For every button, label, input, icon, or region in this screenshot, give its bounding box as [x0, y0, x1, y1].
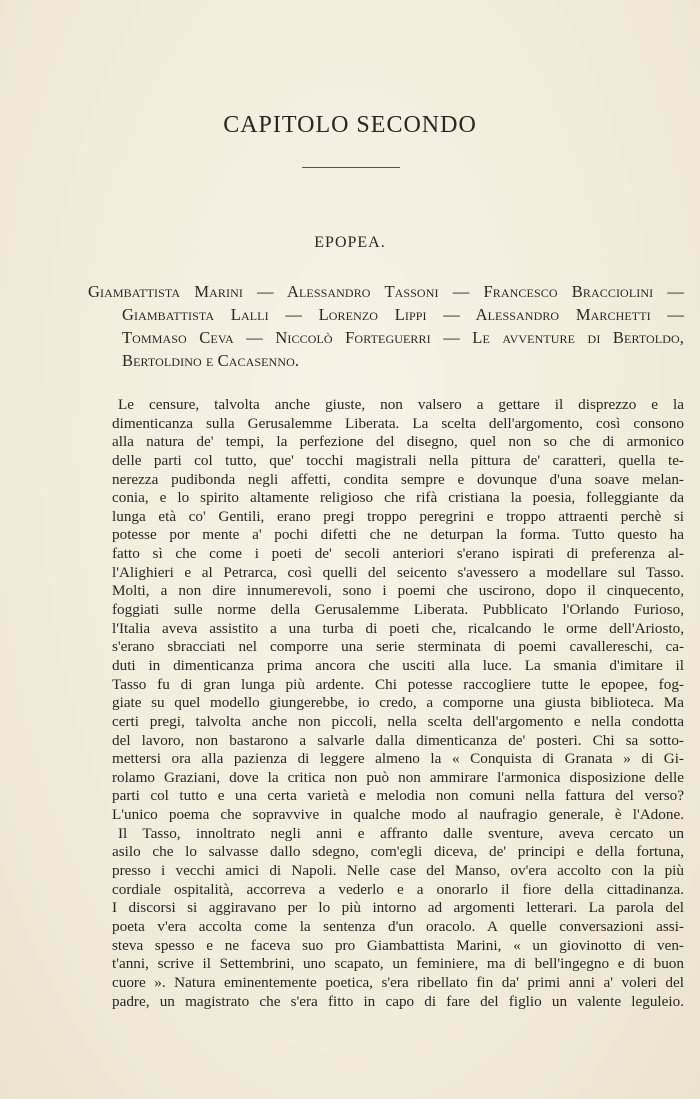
body-line: parti col tutto e una certa varietà e melodia non comuni nella fattura del verso? — [112, 787, 684, 805]
body-line: nerezza pudibonda negli affetti, condita sempre e dovunque d'una soave melan- — [112, 470, 684, 488]
body-line: potesse por mente a' pochi difetti che ne deturpan la forma. Tutto questo ha — [112, 526, 684, 544]
body-line: asilo che lo salvasse dallo sdegno, com'egli diceva, de' principi e della fortuna, — [112, 843, 684, 861]
summary-line: Tommaso Ceva — Niccolò Forteguerri — Le avventure di Bertoldo, — [122, 328, 684, 347]
body-line: s'erano sbracciati nel comporre una serie sterminata di poemi cavallereschi, ca- — [112, 638, 684, 656]
body-line: L'unico poema che sopravvive in qualche modo al naufragio generale, è l'Adone. — [112, 806, 684, 824]
body-line: t'anni, scrive il Settembrini, uno scapato, un feminiere, ma di bell'ingegno e di buon — [112, 955, 684, 973]
body-line: cuore ». Natura eminentemente poetica, s'era ribellato fin da' primi anni a' voleri del — [112, 973, 684, 991]
body-line: giate su quel modello giungerebbe, io credo, a comporne una giusta biblioteca. Ma — [112, 694, 684, 712]
body-line: dimenticanza sulla Gerusalemme Liberata. La scelta dell'argomento, così consono — [112, 414, 684, 432]
body-line: conia, e lo spirito altamente religioso che rifà cristiana la poesia, folleggiante da — [112, 489, 684, 507]
chapter-title: CAPITOLO SECONDO — [223, 112, 477, 138]
body-line: presso i vecchi amici di Napoli. Nelle case del Manso, ov'era accolto con la più — [112, 862, 684, 880]
body-line: lunga età co' Gentili, erano pregi troppo peregrini e troppo attraenti perchè si — [112, 507, 684, 525]
body-line: duti in dimenticanza prima ancora che usciti alla luce. La smania d'imitare il — [112, 656, 684, 674]
summary-line: Giambattista Lalli — Lorenzo Lippi — Alessandro Marchetti — — [122, 305, 684, 324]
summary-line: Giambattista Marini — Alessandro Tassoni — Francesco Bracciolini — — [88, 282, 684, 301]
body-line: mettersi ora alla pazienza di leggere almeno la « Conquista di Granata » di Gi- — [112, 750, 684, 768]
title-rule — [302, 167, 400, 168]
chapter-summary — [88, 280, 684, 372]
section-title: EPOPEA. — [314, 234, 386, 251]
body-line: cordiale ospitalità, accorreva a vederlo e a onorarlo il fiore della cittadinanza. — [112, 880, 684, 898]
body-line: l'Alighieri e al Petrarca, così quelli del seicento s'avessero a modellare sul Tasso. — [112, 563, 684, 581]
body-line: Il Tasso, innoltrato negli anni e affranto dalle sventure, aveva cercato un — [118, 824, 684, 842]
body-line: padre, un magistrato che s'era fitto in capo di fare del figlio un valente leguleio. — [112, 992, 684, 1010]
body-line: rolamo Graziani, dove la critica non può non ammirare l'armonica disposizione delle — [112, 768, 684, 786]
body-text — [112, 396, 684, 1011]
body-line: poeta v'era accolta come la sentenza d'un oracolo. A quelle conversazioni assi- — [112, 917, 684, 935]
body-line: l'Italia aveva assistito a una turba di poeti che, ricalcando le orme dell'Ariosto, — [112, 619, 684, 637]
body-line: I discorsi si aggiravano per lo più intorno ad argomenti letterari. La parola del — [112, 899, 684, 917]
body-line: steva spesso e ne faceva suo pro Giambattista Marini, « un giovinotto di ven- — [112, 936, 684, 954]
body-line: foggiati sulle norme della Gerusalemme Liberata. Pubblicato l'Orlando Furioso, — [112, 601, 684, 619]
body-line: delle parti col tutto, que' tocchi magistrali nella pittura de' caratteri, quella te- — [112, 451, 684, 469]
body-line: Molti, a non dire innumerevoli, sono i poemi che uscirono, dopo il cinquecento, — [112, 582, 684, 600]
body-line: certi pregi, talvolta anche non piccoli, nella scelta dell'argomento e nella condotta — [112, 712, 684, 730]
body-line: Le censure, talvolta anche giuste, non valsero a gettare il disprezzo e la — [118, 396, 684, 413]
body-line: Tasso fu di gran lunga più ardente. Chi potesse raccogliere tutte le epopee, fog- — [112, 675, 684, 693]
body-line: del lavoro, non bastarono a salvarle dalla dimenticanza de' posteri. Chi sa sotto- — [112, 731, 684, 749]
body-line: alla natura de' tempi, la perfezione del disegno, quel non so che di armonico — [112, 433, 684, 451]
summary-line: Bertoldino e Cacasenno. — [122, 351, 300, 370]
body-line: fatto sì che come i poeti de' secoli anteriori s'erano ispirati di preferenza al- — [112, 545, 684, 563]
